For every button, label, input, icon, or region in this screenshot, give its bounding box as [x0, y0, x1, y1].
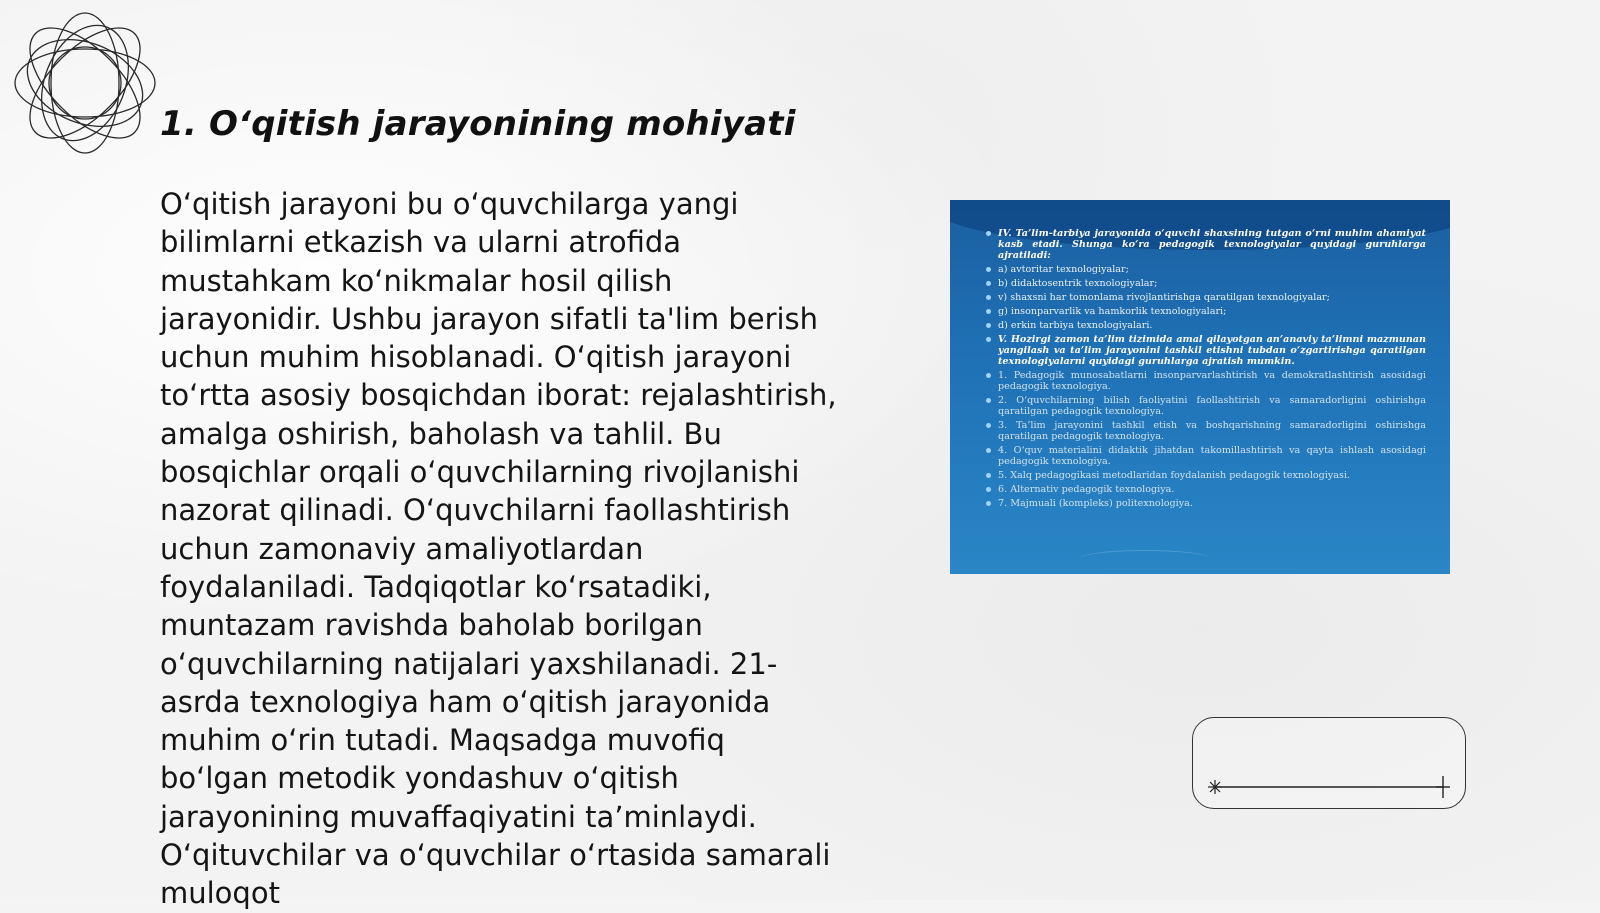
image-line: 7. Majmuali (kompleks) politexnologiya. — [986, 498, 1426, 509]
image-text-list — [986, 228, 1426, 512]
image-line: d) erkin tarbiya texnologiyalari. — [986, 320, 1426, 331]
image-line: 2. O‘quvchilarning bilish faoliyatini faollashtirish va samaradorligini oshirishga qaratilgan pedagogik texnologiya. — [986, 395, 1426, 417]
image-line: b) didaktosentrik texnologiyalar; — [986, 278, 1426, 289]
cross-marker-icon — [1436, 776, 1450, 798]
image-line: a) avtoritar texnologiyalar; — [986, 264, 1426, 275]
image-line: 1. Pedagogik munosabatlarni insonparvarlashtirish va demokratlashtirish asosidagi pedagogik texnologiya. — [986, 370, 1426, 392]
image-line: v) shaxsni har tomonlama rivojlantirishga qaratilgan texnologiyalar; — [986, 292, 1426, 303]
embedded-slide-image — [950, 200, 1450, 574]
image-line: 6. Alternativ pedagogik texnologiya. — [986, 484, 1426, 495]
image-line: 5. Xalq pedagogikasi metodlaridan foydalanish pedagogik texnologiyasi. — [986, 470, 1426, 481]
image-line: g) insonparvarlik va hamkorlik texnologiyalari; — [986, 306, 1426, 317]
decorative-rounded-box — [1192, 717, 1466, 809]
slide-title: 1. O‘qitish jarayonining mohiyati — [160, 104, 796, 144]
orbit-logo-icon — [12, 10, 158, 156]
image-line: 3. Ta’lim jarayonini tashkil etish va boshqarishning samaradorligini oshirishga qaratilgan pedagogik texnologiya. — [986, 420, 1426, 442]
image-line: 4. O‘quv materialini didaktik jihatdan takomillashtirish va qayta ishlash asosidagi pedagogik texnologiya. — [986, 445, 1426, 467]
slide-body-text: O‘qitish jarayoni bu o‘quvchilarga yangi bilimlarni etkazish va ularni atrofida mustahkam ko‘nikmalar hosil qilish jarayonidir. Ushbu jarayon sifatli ta'lim berish uchun muhim hisoblanadi. O‘qitish jarayoni to‘rtta asosiy bosqichdan iborat: rejalashtirish, amalga oshirish, baholash va tahlil. Bu bosqichlar orqali o‘quvchilarning rivojlanishi nazorat qilinadi. O‘quvchilarni faollashtirish uchun zamonaviy amaliyotlardan foydalaniladi. Tadqiqotlar ko‘rsatadiki, muntazam ravishda baholab borilgan o‘quvchilarning natijalari yaxshilanadi. 21-asrda texnologiya ham o‘qitish jarayonida muhim o‘rin tutadi. Maqsadga muvofiq bo‘lgan metodik yondashuv o‘qitish jarayonining muvaffaqiyatini ta’minlaydi. O‘qituvchilar va o‘quvchilar o‘rtasida samarali muloqot — [160, 187, 837, 911]
image-footer-decoration — [1080, 550, 1210, 567]
image-line: IV. Ta’lim-tarbiya jarayonida o‘quvchi shaxsining tutgan o‘rni muhim ahamiyat kasb etadi. Shunga ko‘ra pedagogik texnologiyalar quyidagi guruhlarga ajratiladi: — [986, 228, 1426, 261]
image-line: V. Hozirgi zamon ta’lim tizimida amal qilayotgan an’anaviy ta’limni mazmunan yangilash va ta’lim jarayonini tashkil etishni tubdan o‘zgartirishga qaratilgan texnologiyalarni quyidagi guruhlarga ajratish mumkin. — [986, 334, 1426, 367]
